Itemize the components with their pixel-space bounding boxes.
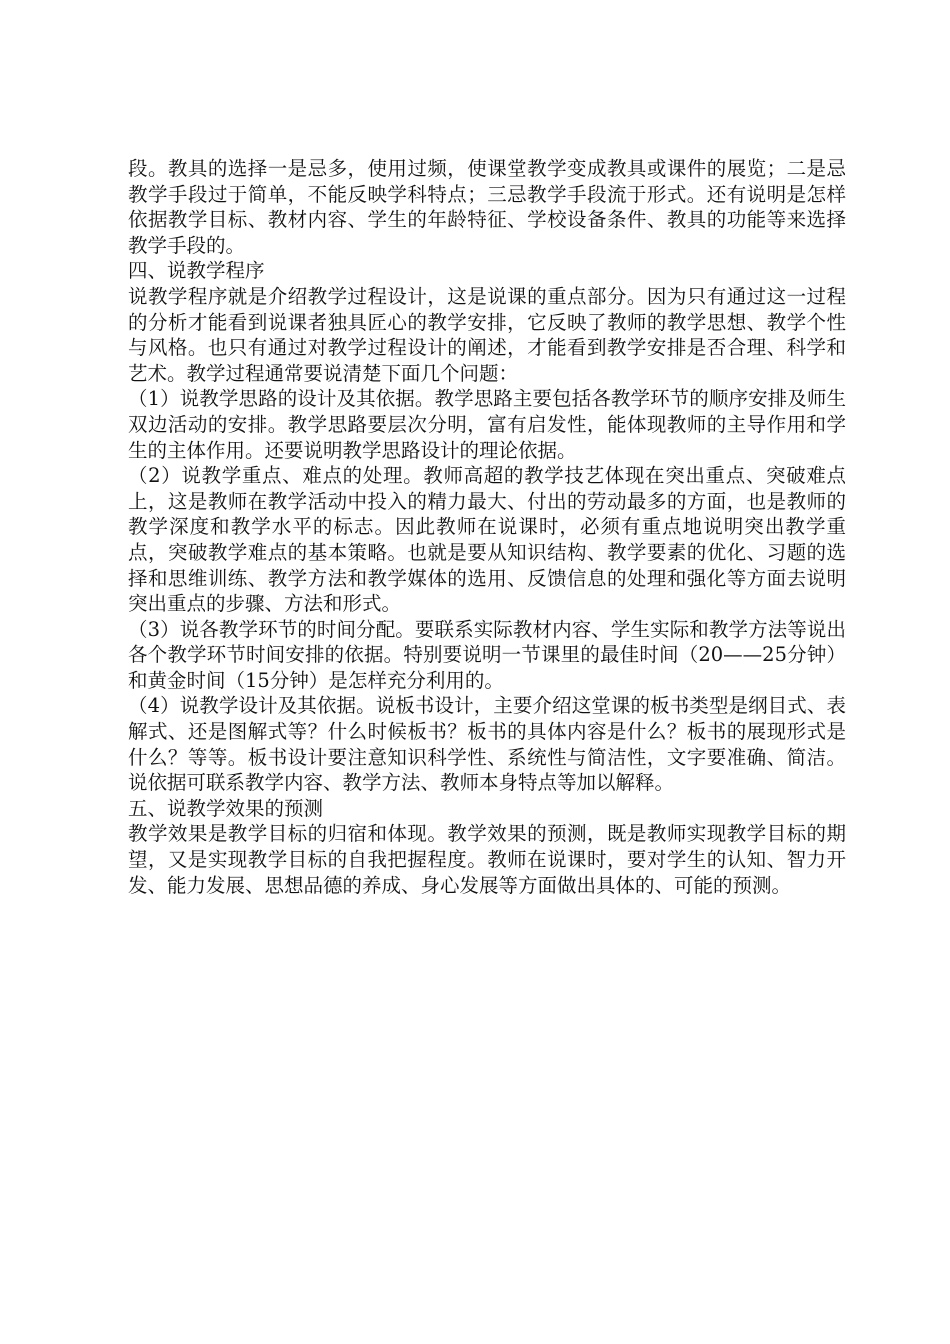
- paragraph-item-3-time-allocation: （3）说各教学环节的时间分配。要联系实际教材内容、学生实际和教学方法等说出各个教学环节时间安排的依据。特别要说明一节课里的最佳时间（20——25分钟）和黄金时间（15分钟）是怎样充分利用的。: [128, 617, 846, 692]
- paragraph-item-4-board-design: （4）说教学设计及其依据。说板书设计，主要介绍这堂课的板书类型是纲目式、表解式、还是图解式等？什么时候板书？板书的具体内容是什么？板书的展现形式是什么？等等。板书设计要注意知识科学性、系统性与简洁性，文字要准确、简洁。说依据可联系教学内容、教学方法、教师本身特点等加以解释。: [128, 694, 846, 795]
- document-body: [128, 156, 846, 898]
- paragraph-teaching-procedure-intro: 说教学程序就是介绍教学过程设计，这是说课的重点部分。因为只有通过这一过程的分析才能看到说课者独具匠心的教学安排，它反映了教师的教学思想、教学个性与风格。也只有通过对教学过程设计的阐述，才能看到教学安排是否合理、科学和艺术。教学过程通常要说清楚下面几个问题：: [128, 284, 846, 385]
- paragraph-teaching-tools: 段。教具的选择一是忌多，使用过频，使课堂教学变成教具或课件的展览；二是忌教学手段过于简单，不能反映学科特点；三忌教学手段流于形式。还有说明是怎样依据教学目标、教材内容、学生的年龄特征、学校设备条件、教具的功能等来选择教学手段的。: [128, 157, 846, 257]
- section-heading-effect-prediction: 五、说教学效果的预测: [128, 796, 324, 820]
- paragraph-effect-prediction: 教学效果是教学目标的归宿和体现。教学效果的预测，既是教师实现教学目标的期望，又是实现教学目标的自我把握程度。教师在说课时，要对学生的认知、智力开发、能力发展、思想品德的养成、身心发展等方面做出具体的、可能的预测。: [128, 822, 846, 897]
- paragraph-item-1-teaching-approach: （1）说教学思路的设计及其依据。教学思路主要包括各教学环节的顺序安排及师生双边活动的安排。教学思路要层次分明，富有启发性，能体现教师的主导作用和学生的主体作用。还要说明教学思路设计的理论依据。: [128, 387, 846, 462]
- paragraph-item-2-key-points: （2）说教学重点、难点的处理。教师高超的教学技艺体现在突出重点、突破难点上，这是教师在教学活动中投入的精力最大、付出的劳动最多的方面，也是教师的教学深度和教学水平的标志。因此教师在说课时，必须有重点地说明突出教学重点，突破教学难点的基本策略。也就是要从知识结构、教学要素的优化、习题的选择和思维训练、教学方法和教学媒体的选用、反馈信息的处理和强化等方面去说明突出重点的步骤、方法和形式。: [128, 464, 846, 616]
- section-heading-teaching-procedure: 四、说教学程序: [128, 259, 265, 283]
